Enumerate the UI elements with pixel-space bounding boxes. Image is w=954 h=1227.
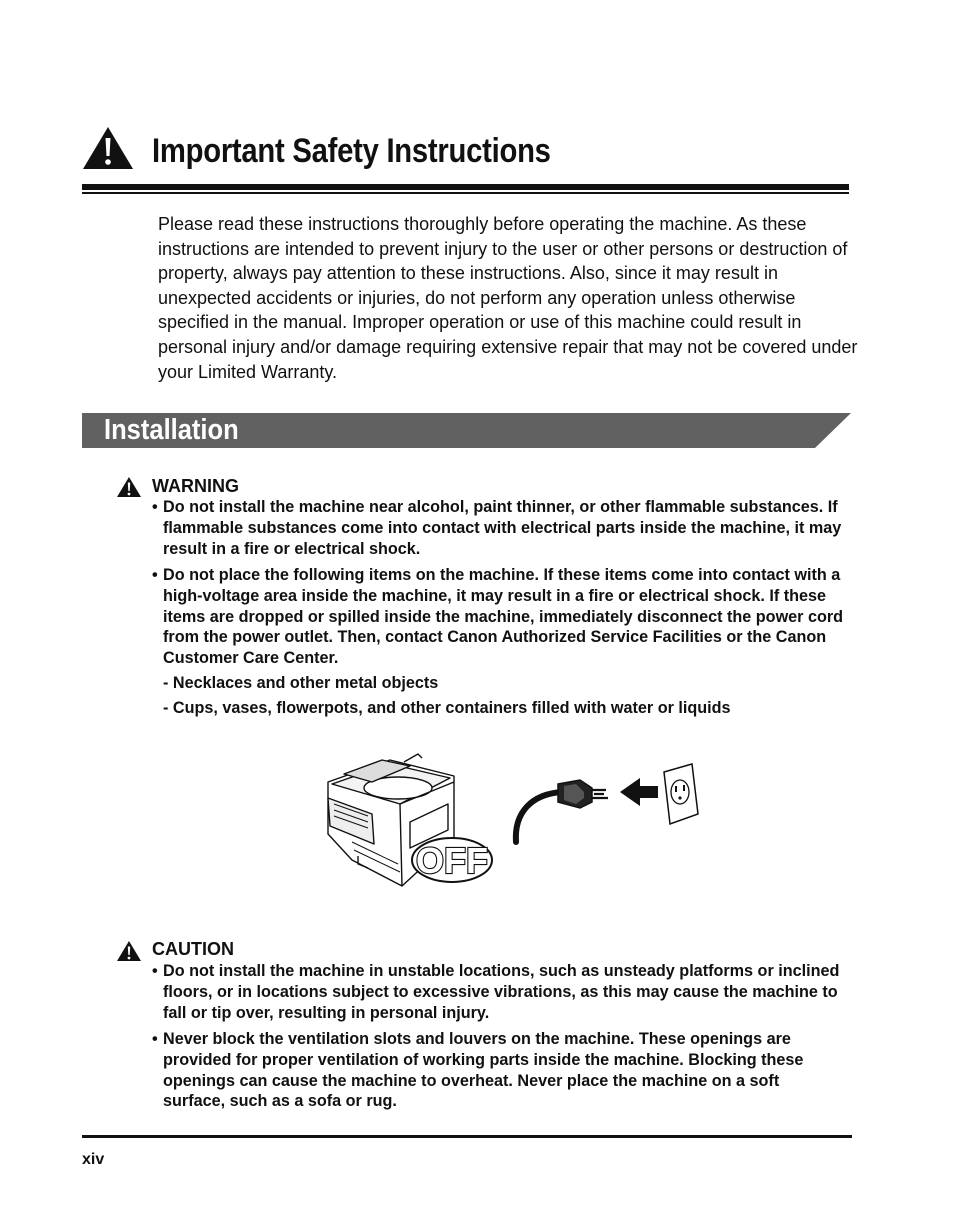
bullet-dot: • bbox=[152, 566, 158, 584]
warning-label: WARNING bbox=[152, 476, 239, 496]
caution-bullet-text: Do not install the machine in unstable locations, such as unsteady platforms or inclined floors, or in locations subject to excessive vibrations, as this may cause the machine to fall or tip over, resulting in personal injury. bbox=[163, 962, 840, 1022]
bullet-dot: • bbox=[152, 962, 158, 980]
warning-triangle-icon bbox=[82, 126, 134, 170]
title-rule-thin bbox=[82, 192, 849, 194]
bullet-dot: • bbox=[152, 1030, 158, 1048]
caution-bullet-text: Never block the ventilation slots and louvers on the machine. These openings are provided for proper ventilation of working parts inside the machine. Blocking these openings can cause the machine to overheat. Never place the machine on a soft surface, such as a sofa or rug. bbox=[163, 1030, 804, 1111]
intro-paragraph: Please read these instructions thoroughly before operating the machine. As these instructions are intended to prevent injury to the user or other persons or destruction of property, always pay attention to these instructions. Also, since it may result in unexpected accidents or injuries, do not perform any operation unless otherwise specified in the manual. Improper operation or use of this machine could result in personal injury and/or damage requiring extensive repair that may not be covered under your Limited Warranty. bbox=[158, 214, 858, 382]
warning-triangle-icon bbox=[116, 476, 142, 498]
caution-triangle-icon bbox=[116, 940, 142, 962]
section-title: Installation bbox=[104, 414, 239, 446]
off-label: OFF bbox=[416, 840, 488, 881]
warning-bullet-text: Do not install the machine near alcohol, paint thinner, or other flammable substances. If flammable substances come into contact with electrical parts inside the machine, it may result in a fire or electrical shock. bbox=[163, 498, 842, 558]
warning-bullet-text: Do not place the following items on the machine. If these items come into contact with a high-voltage area inside the machine, it may result in a fire or electrical shock. If these items are dropped or spilled inside the machine, immediately disconnect the power cord from the power outlet. Then, contact Canon Authorized Service Facilities or the Canon Customer Care Center. bbox=[163, 566, 844, 668]
bullet-dot: • bbox=[152, 498, 158, 516]
sub-list-item: - Cups, vases, flowerpots, and other containers filled with water or liquids bbox=[163, 699, 731, 717]
sub-list-item: - Necklaces and other metal objects bbox=[163, 674, 439, 692]
caution-label: CAUTION bbox=[152, 939, 234, 959]
power-plug-icon bbox=[516, 780, 608, 842]
unplug-illustration bbox=[318, 752, 702, 894]
arrow-left-icon bbox=[620, 778, 658, 806]
title-rule bbox=[82, 184, 849, 190]
page-title: Important Safety Instructions bbox=[152, 132, 551, 170]
footer-rule bbox=[82, 1135, 852, 1138]
wall-outlet-icon bbox=[664, 764, 698, 824]
page-number: xiv bbox=[82, 1151, 105, 1168]
